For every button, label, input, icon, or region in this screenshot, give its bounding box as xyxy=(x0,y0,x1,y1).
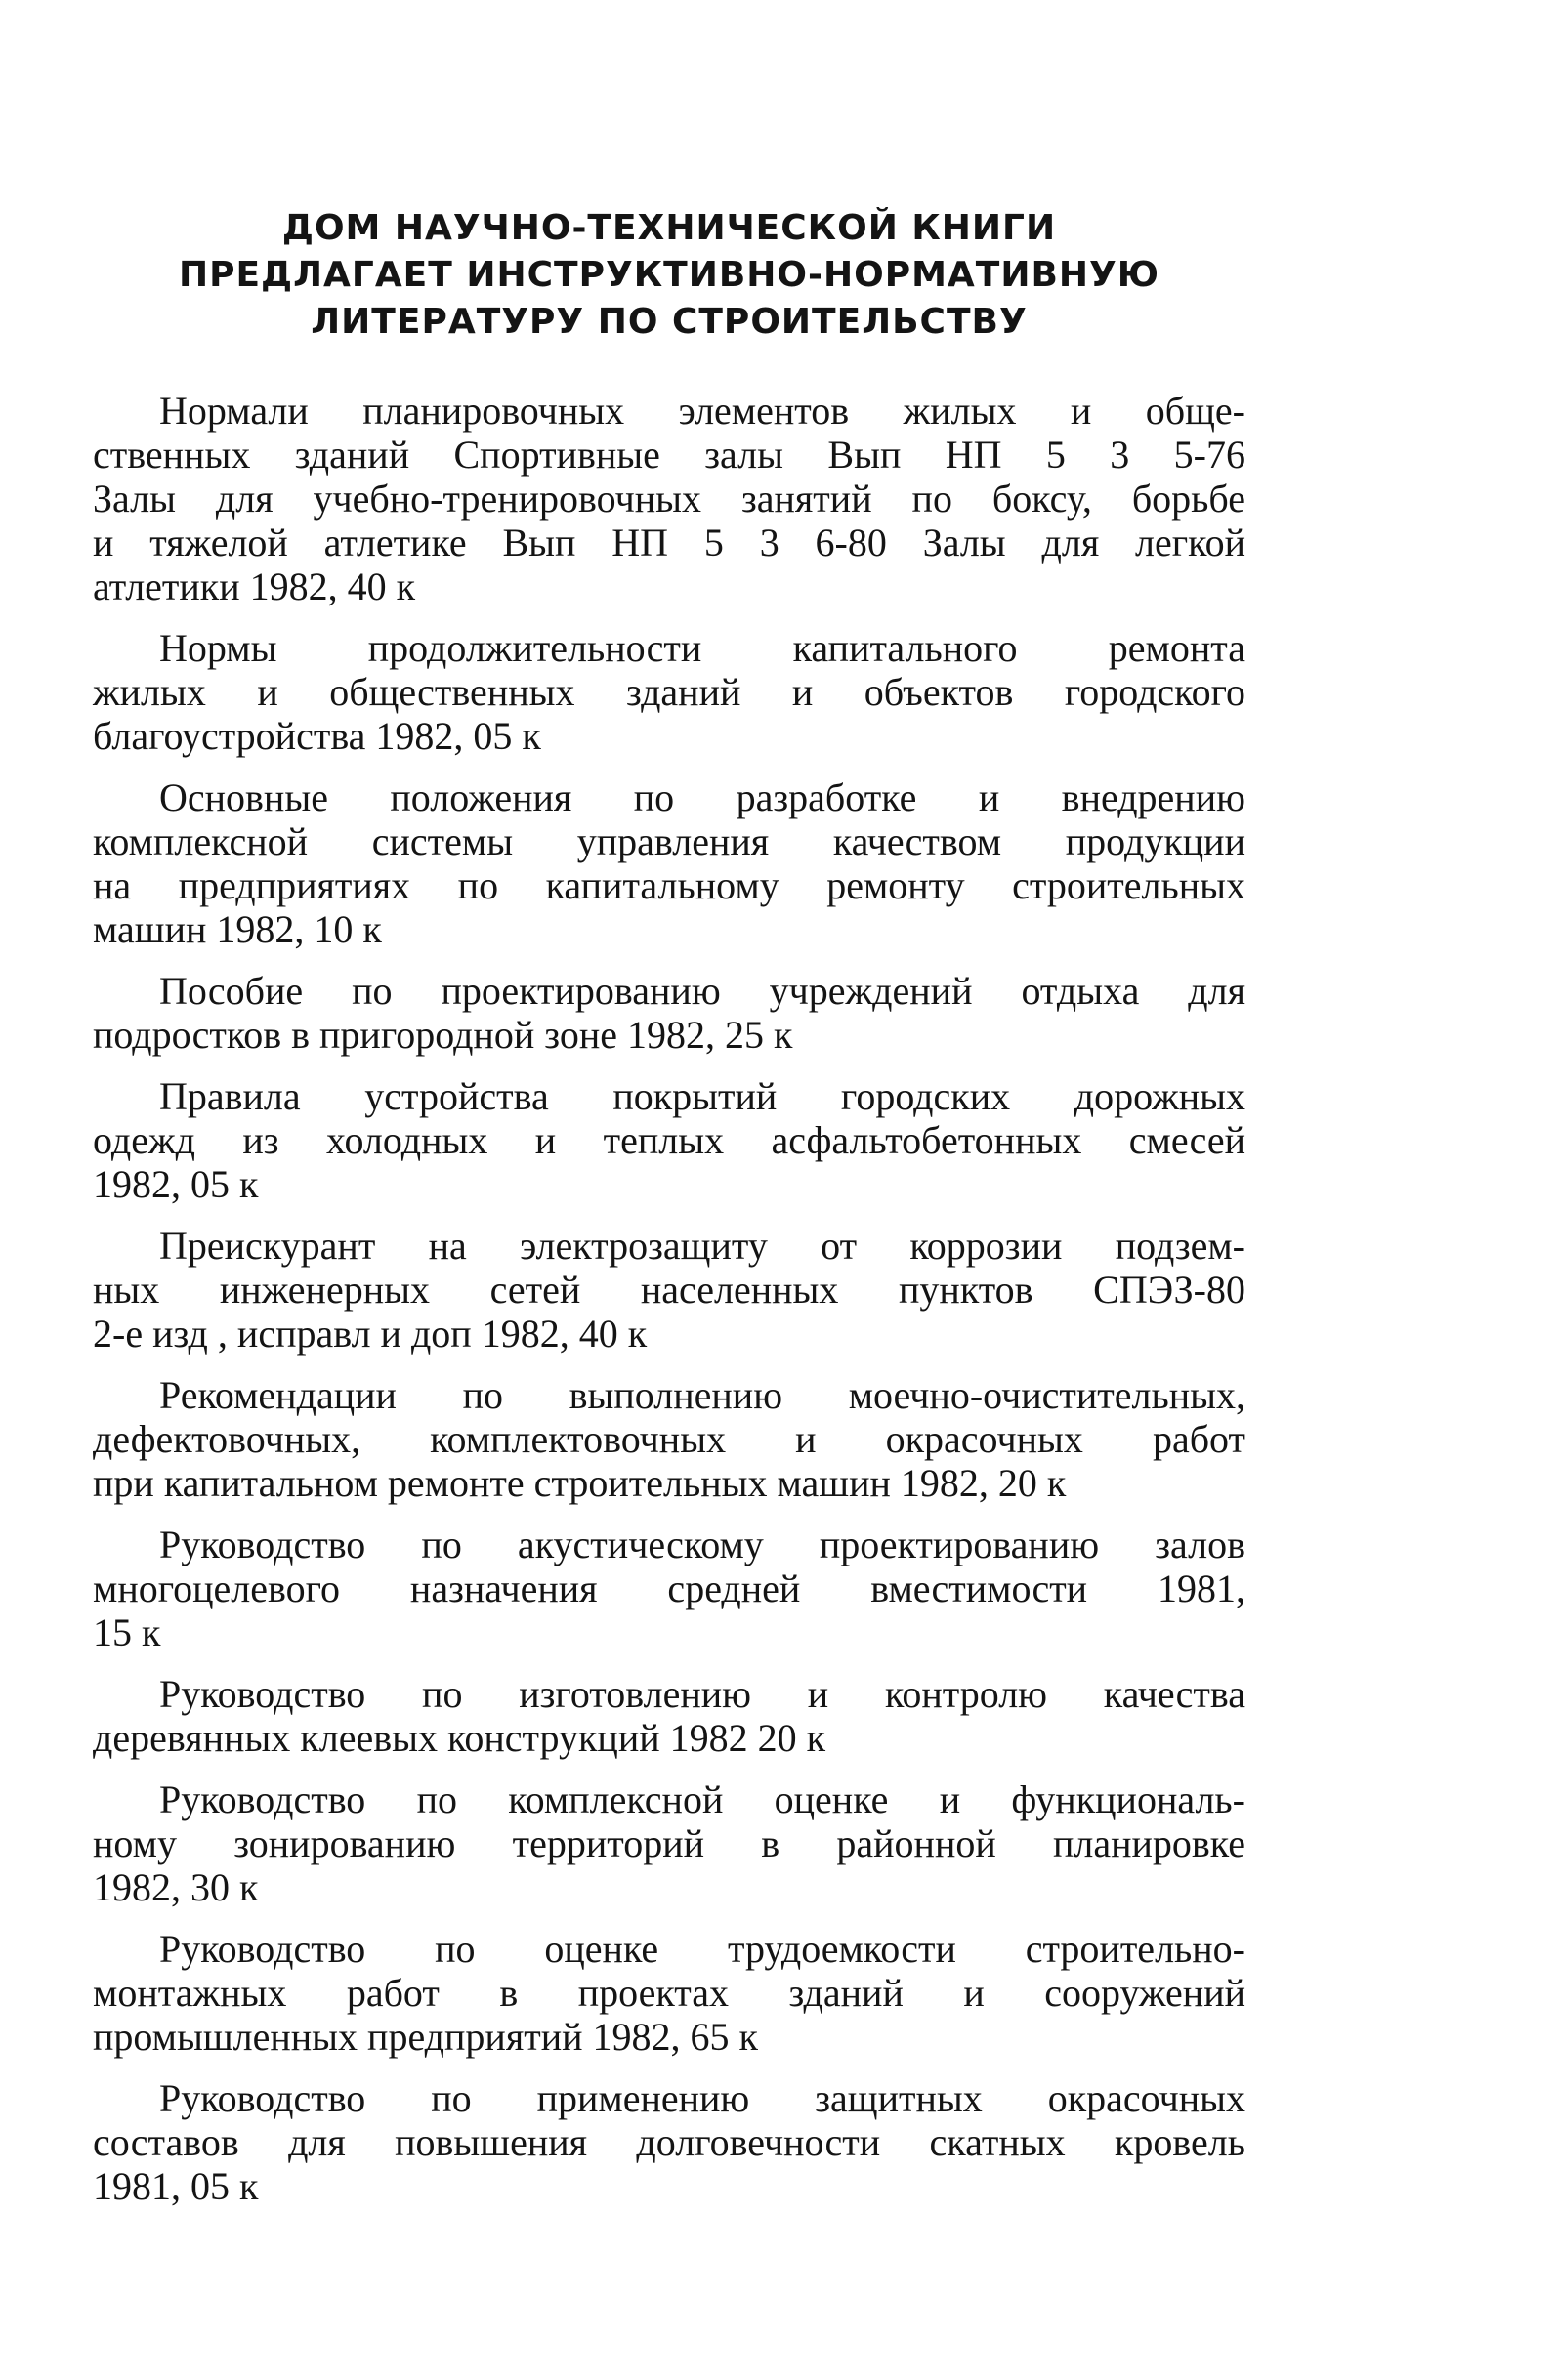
entry-line: и тяжелой атлетике Вып НП 5 3 6-80 Залы для легкой xyxy=(93,521,1245,564)
entry-line: Правила устройства покрытий городских дорожных xyxy=(159,1074,1245,1118)
entry-line: монтажных работ в проектах зданий и сооружений xyxy=(93,1971,1245,2015)
entry-line: Руководство по применению защитных окрасочных xyxy=(159,2076,1245,2120)
entry-line: Руководство по оценке трудоемкости строительно- xyxy=(159,1927,1245,1971)
entry-line: Рекомендации по выполнению моечно-очистительных, xyxy=(159,1373,1245,1417)
book-entry xyxy=(93,2076,1245,2208)
entry-line: при капитальном ремонте строительных машин 1982, 20 к xyxy=(93,1461,1067,1505)
book-list xyxy=(93,389,1245,2208)
book-entry xyxy=(93,626,1245,758)
entry-line: комплексной системы управления качеством продукции xyxy=(93,819,1245,863)
entry-line: 15 к xyxy=(93,1610,161,1654)
entry-line: одежд из холодных и теплых асфальтобетонных смесей xyxy=(93,1118,1245,1162)
heading-line: ЛИТЕРАТУРУ ПО СТРОИТЕЛЬСТВУ xyxy=(311,302,1028,342)
heading-line: ДОМ НАУЧНО-ТЕХНИЧЕСКОЙ КНИГИ xyxy=(281,208,1057,248)
entry-line: промышленных предприятий 1982, 65 к xyxy=(93,2015,758,2059)
entry-line: Руководство по акустическому проектированию залов xyxy=(159,1523,1245,1566)
entry-line: деревянных клеевых конструкций 1982 20 к xyxy=(93,1716,826,1760)
entry-line: многоцелевого назначения средней вместимости 1981, xyxy=(93,1566,1245,1610)
entry-line: Руководство по изготовлению и контролю качества xyxy=(159,1672,1245,1716)
entry-line: 1982, 30 к xyxy=(93,1865,259,1909)
document-page xyxy=(93,205,1245,2226)
entry-line: атлетики 1982, 40 к xyxy=(93,564,416,608)
entry-line: ных инженерных сетей населенных пунктов СПЭЗ-80 xyxy=(93,1268,1245,1312)
book-entry xyxy=(93,775,1245,951)
book-entry xyxy=(93,389,1245,608)
entry-line: Пособие по проектированию учреждений отдыха для xyxy=(159,969,1245,1013)
book-entry xyxy=(93,1074,1245,1206)
entry-line: 2-е изд , исправл и доп 1982, 40 к xyxy=(93,1312,648,1356)
entry-line: Основные положения по разработке и внедрению xyxy=(159,775,1245,819)
book-entry xyxy=(93,1373,1245,1505)
book-entry xyxy=(93,969,1245,1057)
entry-line: жилых и общественных зданий и объектов городского xyxy=(93,670,1245,714)
book-entry xyxy=(93,1224,1245,1356)
entry-line: Нормы продолжительности капитального ремонта xyxy=(159,626,1245,670)
entry-line: Руководство по комплексной оценке и функциональ- xyxy=(159,1777,1245,1821)
entry-line: на предприятиях по капитальному ремонту строительных xyxy=(93,863,1245,907)
entry-line: 1982, 05 к xyxy=(93,1162,259,1206)
book-entry xyxy=(93,1523,1245,1654)
page-heading xyxy=(93,205,1245,346)
entry-line: ственных зданий Спортивные залы Вып НП 5 3 5-76 xyxy=(93,433,1245,477)
entry-line: машин 1982, 10 к xyxy=(93,907,382,951)
entry-line: Залы для учебно-тренировочных занятий по боксу, борьбе xyxy=(93,477,1245,521)
entry-line: Нормали планировочных элементов жилых и обще- xyxy=(159,389,1245,433)
book-entry xyxy=(93,1777,1245,1909)
entry-line: Преискурант на электрозащиту от коррозии подзем- xyxy=(159,1224,1245,1268)
heading-line: ПРЕДЛАГАЕТ ИНСТРУКТИВНО-НОРМАТИВНУЮ xyxy=(178,255,1160,295)
entry-line: подростков в пригородной зоне 1982, 25 к xyxy=(93,1013,793,1057)
entry-line: благоустройства 1982, 05 к xyxy=(93,714,541,758)
entry-line: дефектовочных, комплектовочных и окрасочных работ xyxy=(93,1417,1245,1461)
entry-line: составов для повышения долговечности скатных кровель xyxy=(93,2120,1245,2164)
book-entry xyxy=(93,1927,1245,2059)
entry-line: ному зонированию территорий в районной планировке xyxy=(93,1821,1245,1865)
entry-line: 1981, 05 к xyxy=(93,2164,259,2208)
book-entry xyxy=(93,1672,1245,1760)
